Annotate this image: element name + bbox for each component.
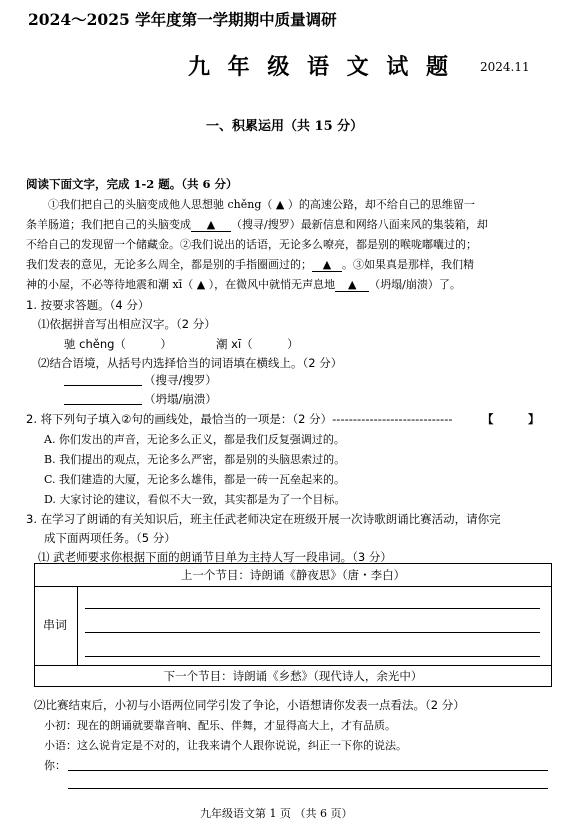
option-c[interactable]: C. 我们建造的大厦，无论多么雄伟，都是一砖一瓦垒起来的。 [44, 473, 346, 486]
option-a[interactable]: A. 你们发出的声音，无论多么正义，都是我们反复强调过的。 [44, 433, 345, 446]
xiaoyu-line: 小语：这么说肯定是不对的，让我来请个人跟你说说，纠正一下你的说法。 [44, 739, 407, 752]
answer-line-1[interactable] [64, 385, 142, 386]
writing-line[interactable] [85, 632, 540, 633]
q1-label: 1. 按要求答题。（4 分） [26, 298, 150, 312]
option-tanta-bengkui: （坍塌/崩溃） [144, 392, 217, 406]
q2-label: 2. 将下列句子填入②句的画线处，最恰当的一项是：（2 分）----------------------------- [26, 412, 453, 426]
answer-line-you-2[interactable] [68, 788, 548, 789]
prev-program: 上一个节目：诗朗诵《静夜思》（唐・李白） [180, 568, 406, 582]
table-divider [77, 586, 78, 665]
writing-line[interactable] [85, 656, 540, 657]
blank-mark: ▲ [322, 258, 332, 271]
passage-line-1: ①我们把自己的头脑变成他人思想驰 chěng（ ▲ ）的高速公路，却不给自己的思维留一 [48, 198, 475, 211]
fill-blank[interactable] [335, 278, 369, 292]
pinyin-chao-xi[interactable]: 潮 xī（ ） [216, 337, 299, 351]
writing-line[interactable] [85, 608, 540, 609]
q1-sub1: ⑴依据拼音写出相应汉字。（2 分） [38, 317, 216, 331]
table-row-next [35, 665, 551, 686]
exam-title: 2024～2025 学年度第一学期期中质量调研 [28, 10, 337, 29]
q3-sub1: ⑴ 武老师要求你根据下面的朗诵节目单为主持人写一段串词。（3 分） [38, 550, 392, 564]
exam-date: 2024.11 [480, 60, 530, 74]
next-program: 下一个节目：诗朗诵《乡愁》（现代诗人，余光中） [163, 669, 423, 683]
answer-line-you-1[interactable] [68, 770, 548, 771]
q1-sub2: ⑵结合语境，从括号内选择恰当的词语填在横线上。（2 分） [38, 356, 343, 370]
q3-label-line2: 成下面两项任务。（5 分） [44, 531, 176, 545]
fill-blank[interactable] [312, 258, 342, 272]
blank-mark: ▲ [347, 278, 357, 291]
passage-text: 神的小屋，不必等待地震和潮 xī（ ▲ ），在微风中就悄无声息地 [26, 278, 336, 291]
q3-sub2: ⑵比赛结束后，小初与小语两位同学引发了争论，小语想请你发表一点看法。（2 分） [34, 698, 465, 712]
passage-line-4 [26, 256, 474, 272]
option-soxun-souluo: （搜寻/搜罗） [144, 373, 217, 387]
passage-line-5 [26, 276, 461, 292]
option-b[interactable]: B. 我们提出的观点，无论多么严密，都是别的头脑思索过的。 [44, 453, 346, 466]
page-footer: 九年级语文第 1 页 （共 6 页） [200, 807, 353, 820]
passage-text: （搜寻/搜罗）最新信息和网络八面来风的集装箱，却 [231, 218, 488, 231]
program-table [34, 563, 552, 687]
fill-blank[interactable] [191, 218, 231, 232]
answer-bracket[interactable]: 【 】 [482, 412, 540, 426]
passage-line-3: 不给自己的发现留一个储藏金。②我们说出的话语，无论多么嘹亮，都是别的喉咙嘟囔过的； [26, 238, 477, 251]
blank-mark: ▲ [206, 218, 216, 231]
reading-instruction: 阅读下面文字，完成 1-2 题。（共 6 分） [26, 177, 238, 191]
option-d[interactable]: D. 大家讨论的建议，看似不大一致，其实都是为了一个目标。 [44, 493, 346, 506]
passage-text: 。③如果真是那样，我们精 [342, 258, 474, 271]
passage-text: 我们发表的意见，无论多么周全，都是别的手指圈画过的； [26, 258, 312, 271]
passage-text: 条羊肠道；我们把自己的头脑变成 [26, 218, 191, 231]
you-label: 你： [44, 759, 66, 772]
side-label: 串词 [43, 618, 68, 632]
passage-line-2 [26, 216, 488, 232]
section-heading: 一、积累运用（共 15 分） [206, 119, 364, 134]
answer-line-2[interactable] [64, 404, 142, 405]
q3-label-line1: 3. 在学习了朗诵的有关知识后，班主任武老师决定在班级开展一次诗歌朗诵比赛活动，请你完 [26, 512, 501, 526]
xiaochu-line: 小初：现在的朗诵就要靠音响、配乐、伴舞，才显得高大上，才有品质。 [44, 719, 396, 732]
table-row-prev [35, 564, 551, 587]
passage-text: （坍塌/崩溃）了。 [369, 278, 461, 291]
pinyin-chi-cheng[interactable]: 驰 chěng（ ） [64, 337, 172, 351]
exam-subtitle: 九 年 级 语 文 试 题 [188, 54, 453, 80]
